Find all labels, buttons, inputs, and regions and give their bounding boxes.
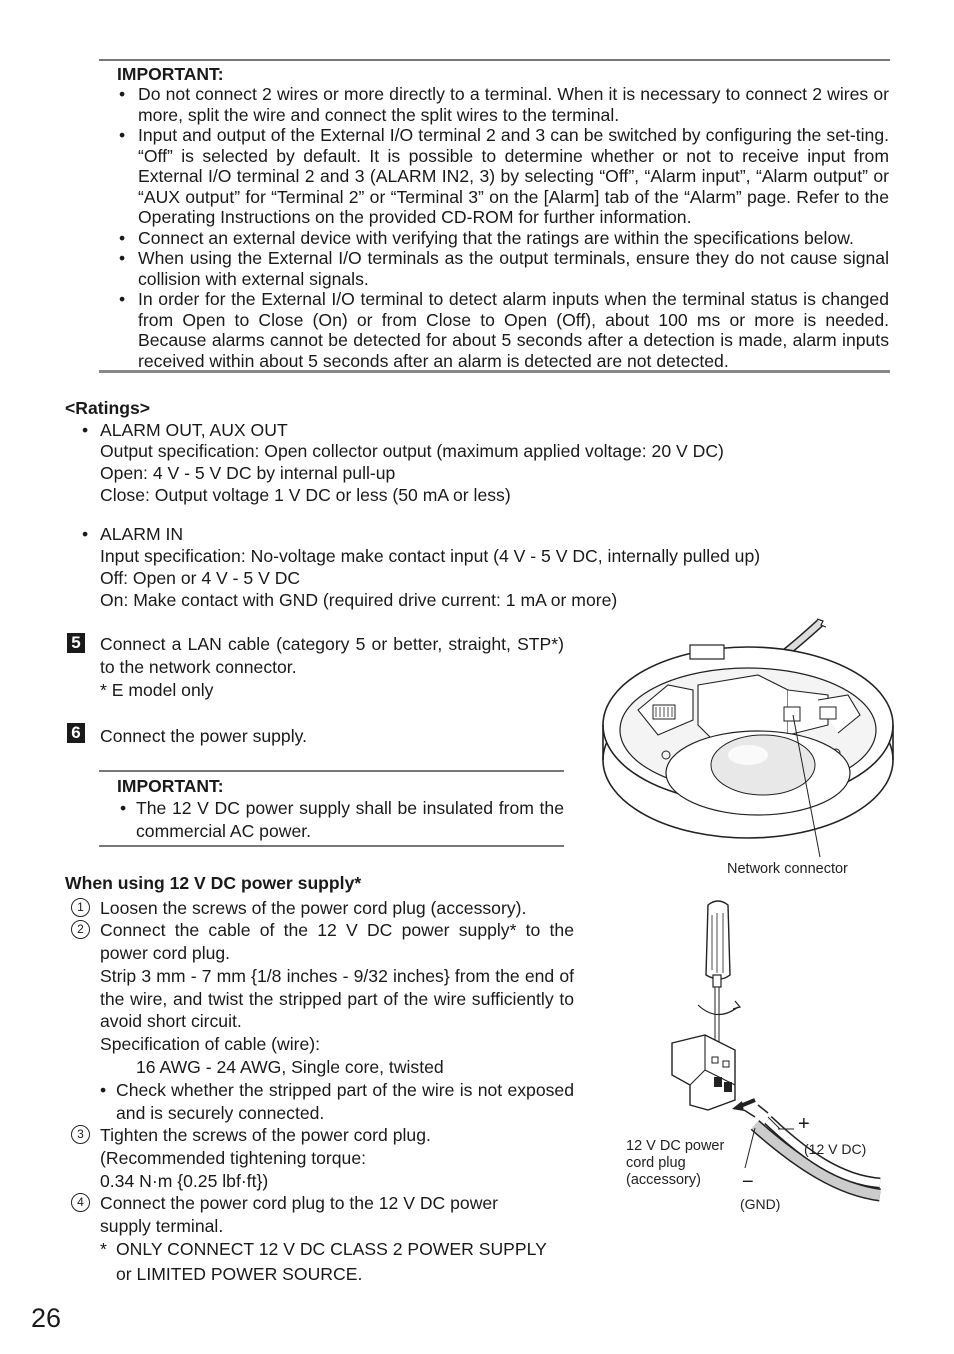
important-mid-title: IMPORTANT: <box>117 776 224 796</box>
important-mid-bottom-rule <box>99 845 564 847</box>
step-6-number: 6 <box>67 723 85 743</box>
power-torque-value: 0.34 N·m {0.25 lbf·ft}) <box>100 1171 269 1191</box>
ratings-out-title: ALARM OUT, AUX OUT <box>100 420 288 440</box>
power-footnote-line-1: ONLY CONNECT 12 V DC CLASS 2 POWER SUPPLY <box>116 1239 547 1259</box>
ratings-out-line-3: Close: Output voltage 1 V DC or less (50 mA or less) <box>100 485 511 505</box>
power-step-4-text: Connect the power cord plug to the 12 V DC power <box>100 1193 499 1213</box>
v12-label: (12 V DC) <box>804 1141 867 1157</box>
step-5-text: Connect a LAN cable (category 5 or better, straight, STP*) to the network connector. <box>100 634 564 677</box>
ratings-out-line-1: Output specification: Open collector output (maximum applied voltage: 20 V DC) <box>100 441 724 461</box>
important-top-rule <box>99 59 890 61</box>
plug-label-line-1: 12 V DC power <box>626 1138 725 1154</box>
important-bullet-2: • Input and output of the External I/O terminal 2 and 3 can be switched by configuring the set-ting. “Off” is selected by default. It is possible to determine whether or not to receive input from External I/O terminal 2 and 3 (ALARM IN2, 3) by selecting “Off”, “Alarm input”, “Alarm output” or “AUX output” for “Terminal 2” or “Terminal 3” on the [Alarm] tab of the “Alarm” page. Refer to the Operating Instructions on the provided CD-ROM for further information. <box>119 125 889 227</box>
power-step-4-number: 4 <box>71 1193 90 1212</box>
bullet-dot: • <box>119 248 126 268</box>
power-step-1-number: 1 <box>71 898 90 917</box>
important-mid-bullet: • The 12 V DC power supply shall be insulated from the commercial AC power. <box>120 798 564 841</box>
power-step-2-number: 2 <box>71 920 90 939</box>
plus-sign: + <box>798 1113 810 1135</box>
power-step-4-cont: supply terminal. <box>100 1216 224 1236</box>
step-6-text: Connect the power supply. <box>100 726 308 746</box>
ratings-in-bullet: • <box>82 524 89 544</box>
power-footnote-mark: * <box>100 1239 107 1259</box>
ratings-in-title: ALARM IN <box>100 524 184 544</box>
gnd-label: (GND) <box>740 1196 781 1212</box>
plug-label-line-3: (accessory) <box>626 1172 701 1188</box>
important-mid-top-rule <box>99 770 564 772</box>
ratings-in-line-3: On: Make contact with GND (required drive current: 1 mA or more) <box>100 590 618 610</box>
power-cable-spec-label: Specification of cable (wire): <box>100 1034 321 1054</box>
power-strip-text: Strip 3 mm - 7 mm {1/8 inches - 9/32 inches} from the end of the wire, and twist the stripped part of the wire sufficiently to avoid short circuit. <box>100 966 574 1031</box>
important-bullet-5: • In order for the External I/O terminal to detect alarm inputs when the terminal status is changed from Open to Close (On) or from Close to Open (Off), about 100 ms or more is needed. Because alarms cannot be detected for about 5 seconds after a detection is made, alarm inputs received within about 5 seconds after an alarm is detected are not detected. <box>119 289 889 371</box>
ratings-in-line-1: Input specification: No-voltage make contact input (4 V - 5 V DC, internally pulled up) <box>100 546 761 566</box>
step-5-number: 5 <box>67 633 85 653</box>
bullet-dot: • <box>100 1080 107 1100</box>
ratings-out-line-2: Open: 4 V - 5 V DC by internal pull-up <box>100 463 396 483</box>
bullet-dot: • <box>120 798 127 818</box>
page-number: 26 <box>31 1303 62 1333</box>
important-bottom-rule <box>99 370 890 373</box>
power-check-bullet: • Check whether the stripped part of the wire is not exposed and is securely connected. <box>100 1080 574 1123</box>
important-bullet-3: • Connect an external device with verifying that the ratings are within the specifications below. <box>119 228 854 248</box>
power-step-3-number: 3 <box>71 1125 90 1144</box>
network-connector-label: Network connector <box>727 861 848 877</box>
ratings-heading: <Ratings> <box>65 398 151 418</box>
important-bullet-1: • Do not connect 2 wires or more directly to a terminal. When it is necessary to connect 2 wires or more, split the wire and connect the split wires to the terminal. <box>119 84 889 125</box>
power-footnote-line-2: or LIMITED POWER SOURCE. <box>116 1264 363 1284</box>
bullet-dot: • <box>119 84 126 104</box>
ratings-out-bullet: • <box>82 420 89 440</box>
minus-sign: − <box>742 1171 754 1193</box>
important-bullet-4: • When using the External I/O terminals as the output terminals, ensure they do not cause signal collision with external signals. <box>119 248 889 289</box>
step-5-note: * E model only <box>100 680 214 700</box>
power-step-3-text: Tighten the screws of the power cord plug. <box>100 1125 431 1145</box>
camera-network-connector-figure <box>598 615 898 865</box>
bullet-dot: • <box>119 289 126 309</box>
power-heading: When using 12 V DC power supply* <box>65 873 362 893</box>
power-cable-spec-value: 16 AWG - 24 AWG, Single core, twisted <box>136 1057 444 1077</box>
power-torque-label: (Recommended tightening torque: <box>100 1148 367 1168</box>
bullet-dot: • <box>119 125 126 145</box>
important-title: IMPORTANT: <box>117 64 224 84</box>
power-step-1-text: Loosen the screws of the power cord plug (accessory). <box>100 898 527 918</box>
plug-label-line-2: cord plug <box>626 1155 686 1171</box>
power-step-2-text: Connect the cable of the 12 V DC power supply* to the power cord plug. <box>100 920 574 963</box>
ratings-in-line-2: Off: Open or 4 V - 5 V DC <box>100 568 301 588</box>
bullet-dot: • <box>119 228 126 248</box>
